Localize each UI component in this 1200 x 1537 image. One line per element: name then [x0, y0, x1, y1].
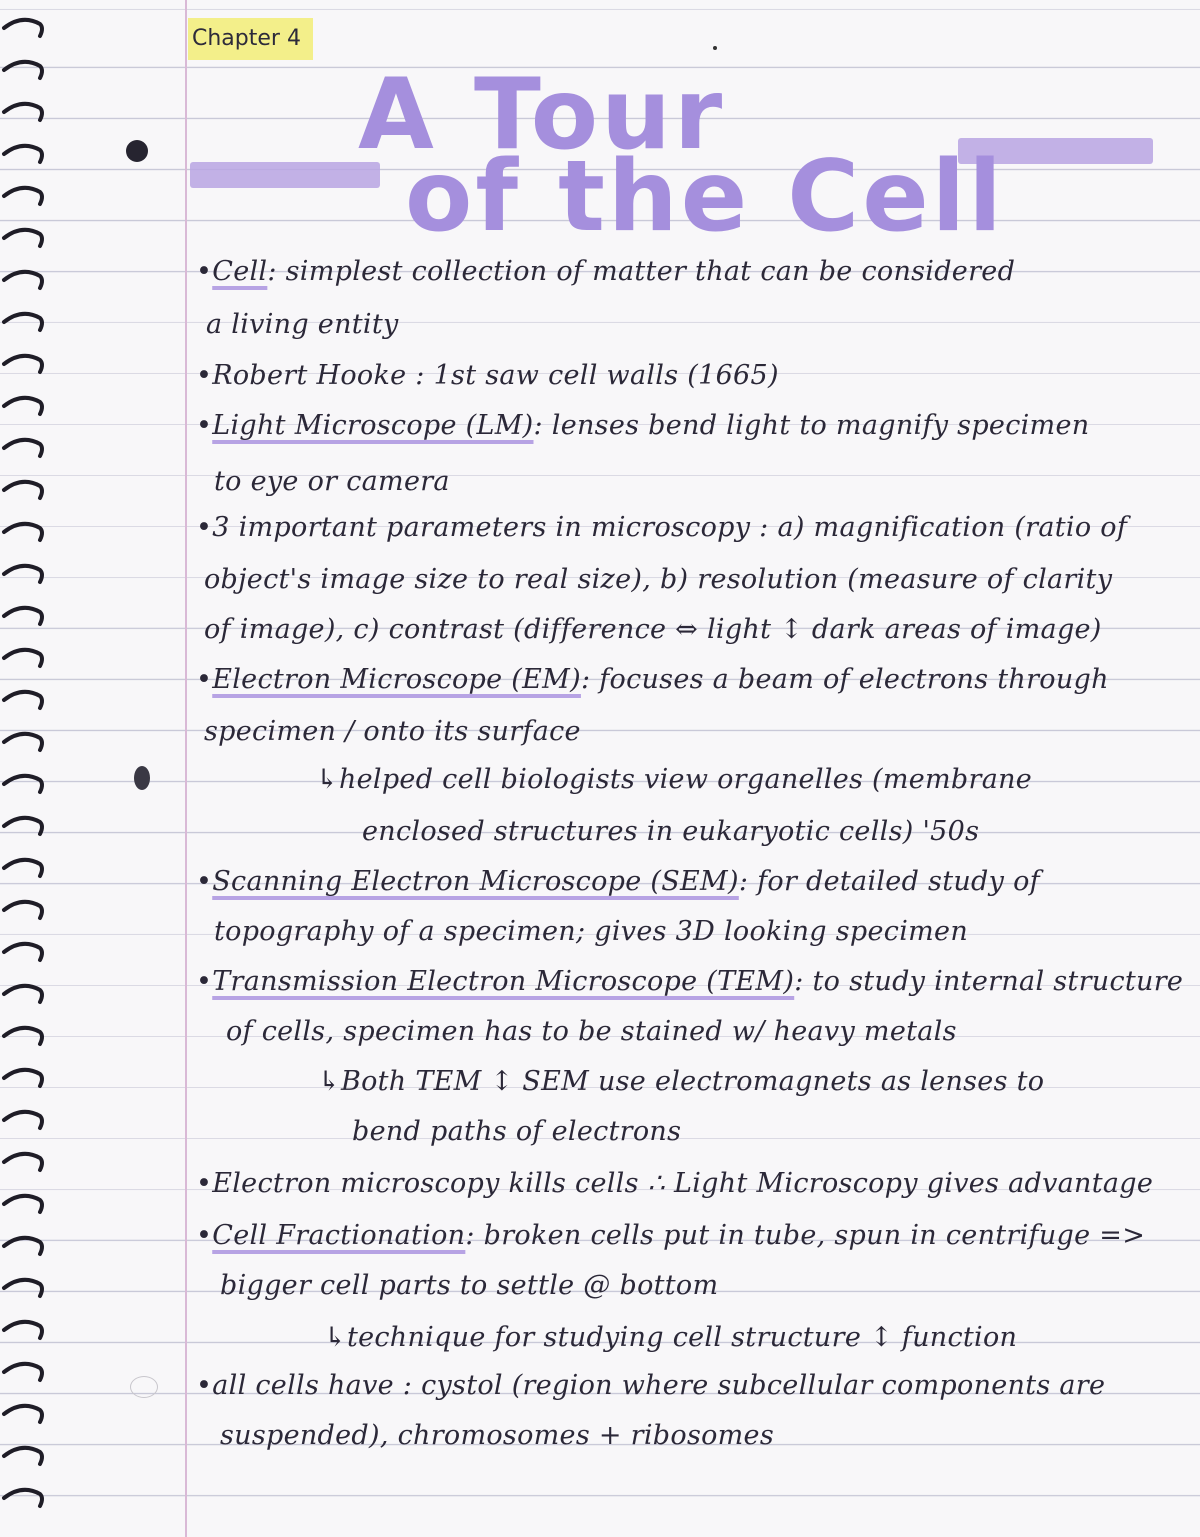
spiral-coil [4, 188, 42, 204]
bullet: • [196, 1370, 213, 1401]
note-line [196, 1220, 1145, 1251]
note-line [196, 1370, 1105, 1401]
note-line [324, 1322, 1017, 1353]
note-line [226, 1016, 957, 1047]
spiral-coil [4, 524, 42, 540]
chapter-label: Chapter 4 [192, 26, 301, 51]
note-text: of image), c) contrast (difference ⇔ light ↕ dark areas of image) [204, 614, 1102, 645]
spiral-coil [4, 482, 42, 498]
spiral-coil [4, 986, 42, 1002]
spiral-coil [4, 230, 42, 246]
note-line [196, 256, 1015, 287]
bullet: • [196, 664, 213, 695]
note-line [220, 1270, 718, 1301]
spiral-coil [4, 1280, 42, 1296]
note-line [352, 1116, 681, 1147]
spiral-coil [4, 1196, 42, 1212]
bullet: ↳ [318, 1066, 341, 1097]
note-line [196, 866, 1040, 897]
spiral-coil [4, 314, 42, 330]
bullet: ↳ [316, 764, 339, 795]
note-text: specimen / onto its surface [204, 716, 581, 747]
note-text: object's image size to real size), b) resolution (measure of clarity [204, 564, 1113, 595]
note-line [196, 1168, 1153, 1199]
spiral-coil [4, 1448, 42, 1464]
spiral-coil [4, 902, 42, 918]
page-title-line-1: A Tour [358, 58, 726, 172]
note-line [214, 466, 450, 497]
note-text: bend paths of electrons [352, 1116, 682, 1147]
note-text: bigger cell parts to settle @ bottom [220, 1270, 719, 1301]
spiral-coil [4, 734, 42, 750]
note-text: suspended), chromosomes + ribosomes [220, 1420, 774, 1451]
note-text: : simplest collection of matter that can be considered [267, 256, 1016, 287]
spiral-coil [4, 20, 42, 36]
note-line [220, 1420, 774, 1451]
bullet: • [196, 410, 213, 441]
note-text: : lenses bend light to magnify specimen [533, 410, 1090, 441]
note-line [206, 309, 399, 340]
note-text: of cells, specimen has to be stained w/ heavy metals [226, 1016, 957, 1047]
page-title-line-2: of the Cell [405, 140, 1005, 254]
bullet: • [196, 1220, 213, 1251]
spiral-coil [4, 818, 42, 834]
note-text: to eye or camera [214, 466, 450, 497]
note-line [204, 564, 1112, 595]
key-term: Light Microscope (LM) [212, 410, 534, 441]
note-line [318, 1066, 1044, 1097]
spiral-coil [4, 356, 42, 372]
bullet: • [196, 256, 213, 287]
note-text: all cells have : cystol (region where subcellular components are [212, 1370, 1106, 1401]
spiral-coil [4, 1238, 42, 1254]
note-text: enclosed structures in eukaryotic cells) '50s [362, 816, 980, 847]
note-text: : to study internal structure [794, 966, 1184, 997]
spiral-coil [4, 650, 42, 666]
spiral-coil [4, 1112, 42, 1128]
spiral-coil [4, 608, 42, 624]
bullet: ↳ [324, 1322, 347, 1353]
key-term: Electron Microscope (EM) [212, 664, 581, 695]
binder-hole [134, 766, 150, 790]
note-line [214, 916, 968, 947]
key-term: Scanning Electron Microscope (SEM) [212, 866, 739, 897]
spiral-coil [4, 1070, 42, 1086]
spiral-coil [4, 776, 42, 792]
spiral-coil [4, 1406, 42, 1422]
note-text: : focuses a beam of electrons through [580, 664, 1109, 695]
bullet: • [196, 1168, 213, 1199]
margin-line [185, 0, 187, 1537]
note-text: Electron microscopy kills cells ∴ Light Microscopy gives advantage [212, 1168, 1154, 1199]
spiral-coil [4, 944, 42, 960]
spiral-coil [4, 860, 42, 876]
bullet: • [196, 866, 213, 897]
note-text: helped cell biologists view organelles (membrane [338, 764, 1033, 795]
note-line [196, 664, 1109, 695]
binder-hole [130, 1376, 158, 1398]
note-line [196, 966, 1183, 997]
note-line [204, 716, 581, 747]
spiral-binding [0, 0, 80, 1537]
note-text: 3 important parameters in microscopy : a) magnification (ratio of [212, 512, 1128, 543]
ink-dot [713, 46, 717, 50]
note-line [196, 512, 1127, 543]
spiral-coil [4, 272, 42, 288]
note-text: topography of a specimen; gives 3D looking specimen [214, 916, 969, 947]
note-line [316, 764, 1032, 795]
note-text: : broken cells put in tube, spun in centrifuge => [465, 1220, 1146, 1251]
spiral-coil [4, 104, 42, 120]
spiral-coil [4, 1322, 42, 1338]
bullet: • [196, 512, 213, 543]
note-text: Both TEM ↕ SEM use electromagnets as lenses to [340, 1066, 1045, 1097]
spiral-coil [4, 146, 42, 162]
spiral-coil [4, 1364, 42, 1380]
note-line [196, 360, 779, 391]
note-text: : for detailed study of [738, 866, 1040, 897]
bullet: • [196, 360, 213, 391]
spiral-coil [4, 692, 42, 708]
note-line [196, 410, 1089, 441]
spiral-coil [4, 440, 42, 456]
note-text: Robert Hooke : 1st saw cell walls (1665) [212, 360, 779, 391]
spiral-coil [4, 1028, 42, 1044]
key-term: Transmission Electron Microscope (TEM) [212, 966, 795, 997]
spiral-coil [4, 62, 42, 78]
spiral-coil [4, 1154, 42, 1170]
binder-hole [126, 140, 148, 162]
spiral-coil [4, 566, 42, 582]
bullet: • [196, 966, 213, 997]
note-line [204, 614, 1102, 645]
key-term: Cell [212, 256, 268, 287]
note-text: technique for studying cell structure ↕ function [346, 1322, 1018, 1353]
key-term: Cell Fractionation [212, 1220, 466, 1251]
title-underline-left [190, 162, 380, 188]
spiral-coil [4, 1490, 42, 1506]
note-line [362, 816, 979, 847]
spiral-coil [4, 398, 42, 414]
note-text: a living entity [206, 309, 399, 340]
